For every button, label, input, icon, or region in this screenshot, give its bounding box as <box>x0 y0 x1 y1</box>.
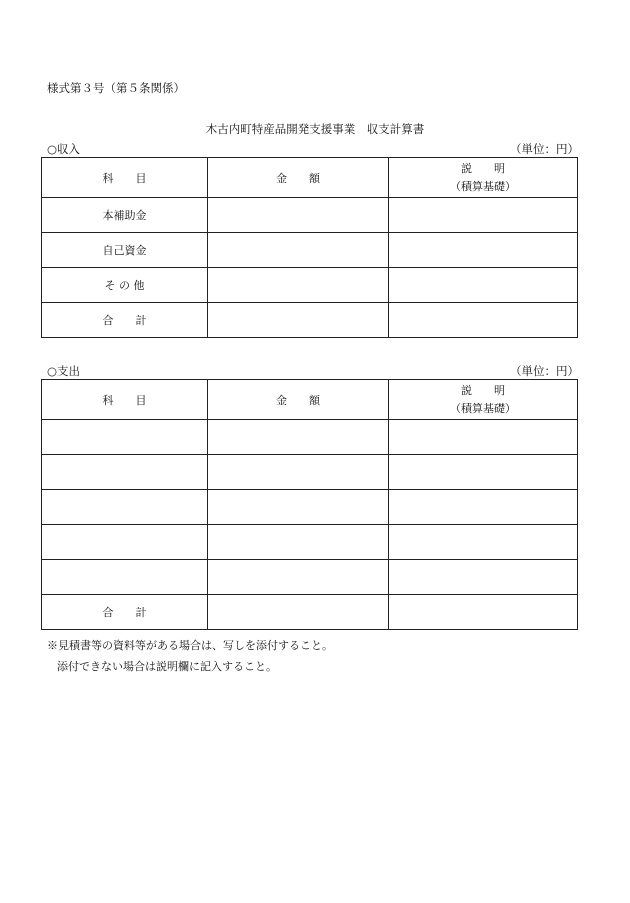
amount-cell[interactable] <box>208 525 389 560</box>
table-row <box>42 490 578 525</box>
item-cell[interactable] <box>42 525 208 560</box>
item-cell[interactable] <box>42 490 208 525</box>
row-item-other: そ の 他 <box>42 268 208 303</box>
header-explanation-line1: 説 明 <box>461 383 505 397</box>
explanation-cell[interactable] <box>389 525 578 560</box>
note-explanation: 添付できない場合は説明欄に記入すること。 <box>57 660 277 673</box>
row-item-subsidy: 本補助金 <box>42 198 208 233</box>
explanation-cell[interactable] <box>389 233 578 268</box>
item-cell[interactable] <box>42 455 208 490</box>
amount-cell[interactable] <box>208 560 389 595</box>
expense-table <box>41 379 578 630</box>
table-row <box>42 525 578 560</box>
table-row <box>42 268 578 303</box>
item-cell[interactable] <box>42 560 208 595</box>
header-explanation-line2: （積算基礎） <box>450 401 516 415</box>
header-amount: 金 額 <box>208 158 389 198</box>
header-explanation <box>389 158 578 198</box>
header-item: 科 目 <box>42 158 208 198</box>
explanation-cell[interactable] <box>389 490 578 525</box>
explanation-cell[interactable] <box>389 303 578 338</box>
table-row <box>42 198 578 233</box>
explanation-cell[interactable] <box>389 595 578 630</box>
table-row <box>42 560 578 595</box>
amount-cell[interactable] <box>208 268 389 303</box>
item-cell[interactable] <box>42 420 208 455</box>
amount-cell[interactable] <box>208 198 389 233</box>
explanation-cell[interactable] <box>389 268 578 303</box>
amount-cell[interactable] <box>208 303 389 338</box>
explanation-cell[interactable] <box>389 560 578 595</box>
amount-cell[interactable] <box>208 490 389 525</box>
income-table <box>41 157 578 338</box>
expense-unit-label: （単位：円） <box>510 364 579 378</box>
document-title: 木古内町特産品開発支援事業 収支計算書 <box>205 122 425 136</box>
header-explanation-line1: 説 明 <box>461 161 505 175</box>
expense-section-label: ○支出 <box>47 364 81 378</box>
table-row <box>42 595 578 630</box>
header-explanation-line2: （積算基礎） <box>450 179 516 193</box>
header-explanation <box>389 380 578 420</box>
header-item: 科 目 <box>42 380 208 420</box>
explanation-cell[interactable] <box>389 198 578 233</box>
amount-cell[interactable] <box>208 233 389 268</box>
row-item-total: 合 計 <box>42 303 208 338</box>
explanation-cell[interactable] <box>389 420 578 455</box>
table-row <box>42 233 578 268</box>
table-row <box>42 420 578 455</box>
row-item-total: 合 計 <box>42 595 208 630</box>
income-section-label: ○収入 <box>47 142 81 156</box>
amount-cell[interactable] <box>208 420 389 455</box>
amount-cell[interactable] <box>208 455 389 490</box>
explanation-cell[interactable] <box>389 455 578 490</box>
table-header-row <box>42 158 578 198</box>
income-unit-label: （単位：円） <box>510 142 579 156</box>
header-amount: 金 額 <box>208 380 389 420</box>
table-row <box>42 303 578 338</box>
amount-cell[interactable] <box>208 595 389 630</box>
form-number: 様式第３号（第５条関係） <box>47 81 185 95</box>
row-item-own-funds: 自己資金 <box>42 233 208 268</box>
note-attachment: ※見積書等の資料等がある場合は、写しを添付すること。 <box>47 639 333 652</box>
table-header-row <box>42 380 578 420</box>
table-row <box>42 455 578 490</box>
